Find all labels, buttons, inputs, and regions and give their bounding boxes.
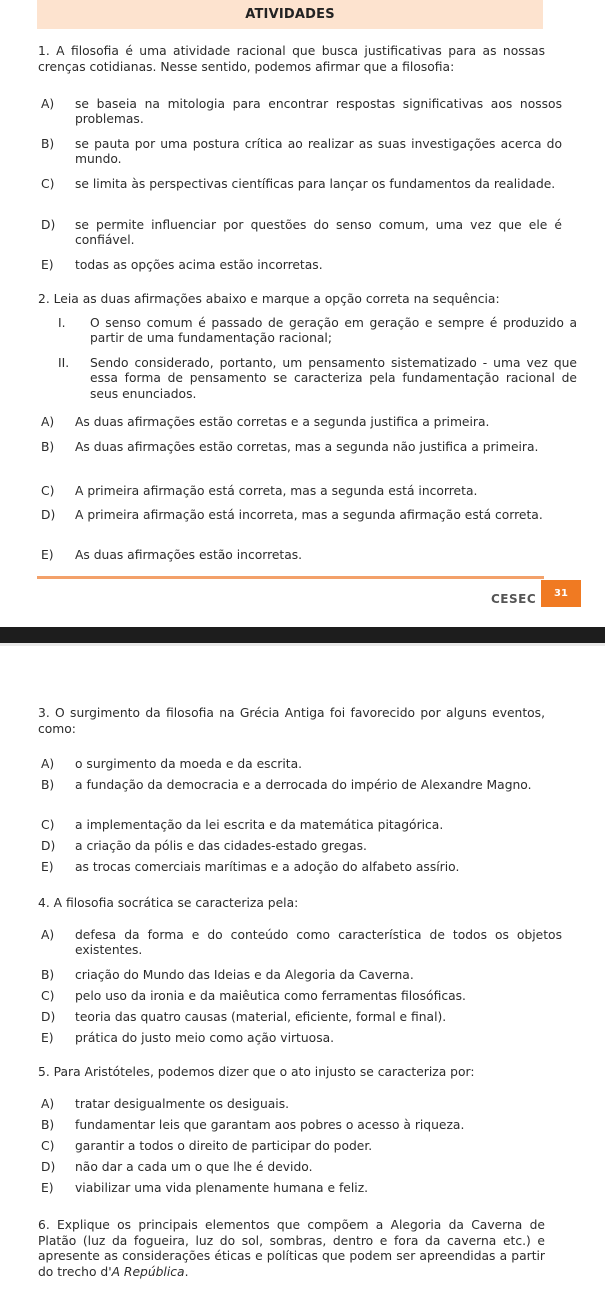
footer-divider xyxy=(37,576,544,579)
q5-option-b: B) fundamentar leis que garantam aos pobres o acesso à riqueza. xyxy=(41,1118,465,1132)
book-title: A República xyxy=(111,1264,185,1279)
q2-statement-2: II. Sendo considerado, portanto, um pensamento sistematizado - uma vez que essa forma de pensamento se caracteriza pela fundamentação racional de seus enunciados. xyxy=(58,356,577,401)
q5-option-c: C) garantir a todos o direito de participar do poder. xyxy=(41,1139,373,1153)
q1-option-a: A) se baseia na mitologia para encontrar respostas significativas aos nossos problemas. xyxy=(41,97,562,127)
question-2-text: 2. Leia as duas afirmações abaixo e marque a opção correta na sequência: xyxy=(38,292,500,306)
question-4-text: 4. A filosofia socrática se caracteriza pela: xyxy=(38,896,299,910)
q2-option-d: D) A primeira afirmação está incorreta, mas a segunda afirmação está correta. xyxy=(41,508,543,522)
q5-option-e: E) viabilizar uma vida plenamente humana e feliz. xyxy=(41,1181,369,1195)
q4-option-b: B) criação do Mundo das Ideias e da Alegoria da Caverna. xyxy=(41,968,414,982)
q4-option-a: A) defesa da forma e do conteúdo como característica de todos os objetos existentes. xyxy=(41,928,562,958)
q1-option-c: C) se limita às perspectivas científicas para lançar os fundamentos da realidade. xyxy=(41,177,556,191)
q3-option-c: C) a implementação da lei escrita e da matemática pitagórica. xyxy=(41,818,444,832)
q3-option-e: E) as trocas comerciais marítimas e a adoção do alfabeto assírio. xyxy=(41,860,460,874)
q3-option-a: A) o surgimento da moeda e da escrita. xyxy=(41,757,303,771)
footer-brand: CESEC xyxy=(491,592,537,606)
q3-option-b: B) a fundação da democracia e a derrocada do império de Alexandre Magno. xyxy=(41,778,532,792)
q1-option-d: D) se permite influenciar por questões do senso comum, uma vez que ele é confiável. xyxy=(41,218,562,248)
q4-option-c: C) pelo uso da ironia e da maiêutica como ferramentas filosóficas. xyxy=(41,989,466,1003)
question-5-text: 5. Para Aristóteles, podemos dizer que o ato injusto se caracteriza por: xyxy=(38,1065,475,1079)
question-3-text: 3. O surgimento da filosofia na Grécia Antiga foi favorecido por alguns eventos, como: xyxy=(38,706,545,736)
page-break xyxy=(0,627,605,643)
q2-option-e: E) As duas afirmações estão incorretas. xyxy=(41,548,303,562)
q3-option-d: D) a criação da pólis e das cidades-estado gregas. xyxy=(41,839,367,853)
page-number-badge: 31 xyxy=(541,580,581,607)
q2-option-a: A) As duas afirmações estão corretas e a segunda justifica a primeira. xyxy=(41,415,490,429)
activities-title: ATIVIDADES xyxy=(245,7,335,22)
q2-option-c: C) A primeira afirmação está correta, mas a segunda está incorreta. xyxy=(41,484,478,498)
q2-option-b: B) As duas afirmações estão corretas, mas a segunda não justifica a primeira. xyxy=(41,440,539,454)
q4-option-d: D) teoria das quatro causas (material, eficiente, formal e final). xyxy=(41,1010,447,1024)
q5-option-a: A) tratar desigualmente os desiguais. xyxy=(41,1097,290,1111)
q2-statement-1: I. O senso comum é passado de geração em geração e sempre é produzido a partir de uma fundamentação racional; xyxy=(58,316,577,346)
page-break-shadow xyxy=(0,643,605,646)
q1-option-e: E) todas as opções acima estão incorretas. xyxy=(41,258,323,272)
question-1-text: 1. A filosofia é uma atividade racional que busca justificativas para as nossas crenças cotidianas. Nesse sentido, podemos afirmar que a filosofia: xyxy=(38,44,545,74)
q5-option-d: D) não dar a cada um o que lhe é devido. xyxy=(41,1160,313,1174)
question-6-text: 6. Explique os principais elementos que compõem a Alegoria da Caverna de Platão (luz da fogueira, luz do sol, sombras, dentro e fora da caverna etc.) e apresente as considerações éticas e políticas que podem ser apreendidas a partir do trecho d'A República. xyxy=(38,1218,545,1279)
activities-header xyxy=(37,0,543,29)
q4-option-e: E) prática do justo meio como ação virtuosa. xyxy=(41,1031,335,1045)
q1-option-b: B) se pauta por uma postura crítica ao realizar as suas investigações acerca do mundo. xyxy=(41,137,562,167)
